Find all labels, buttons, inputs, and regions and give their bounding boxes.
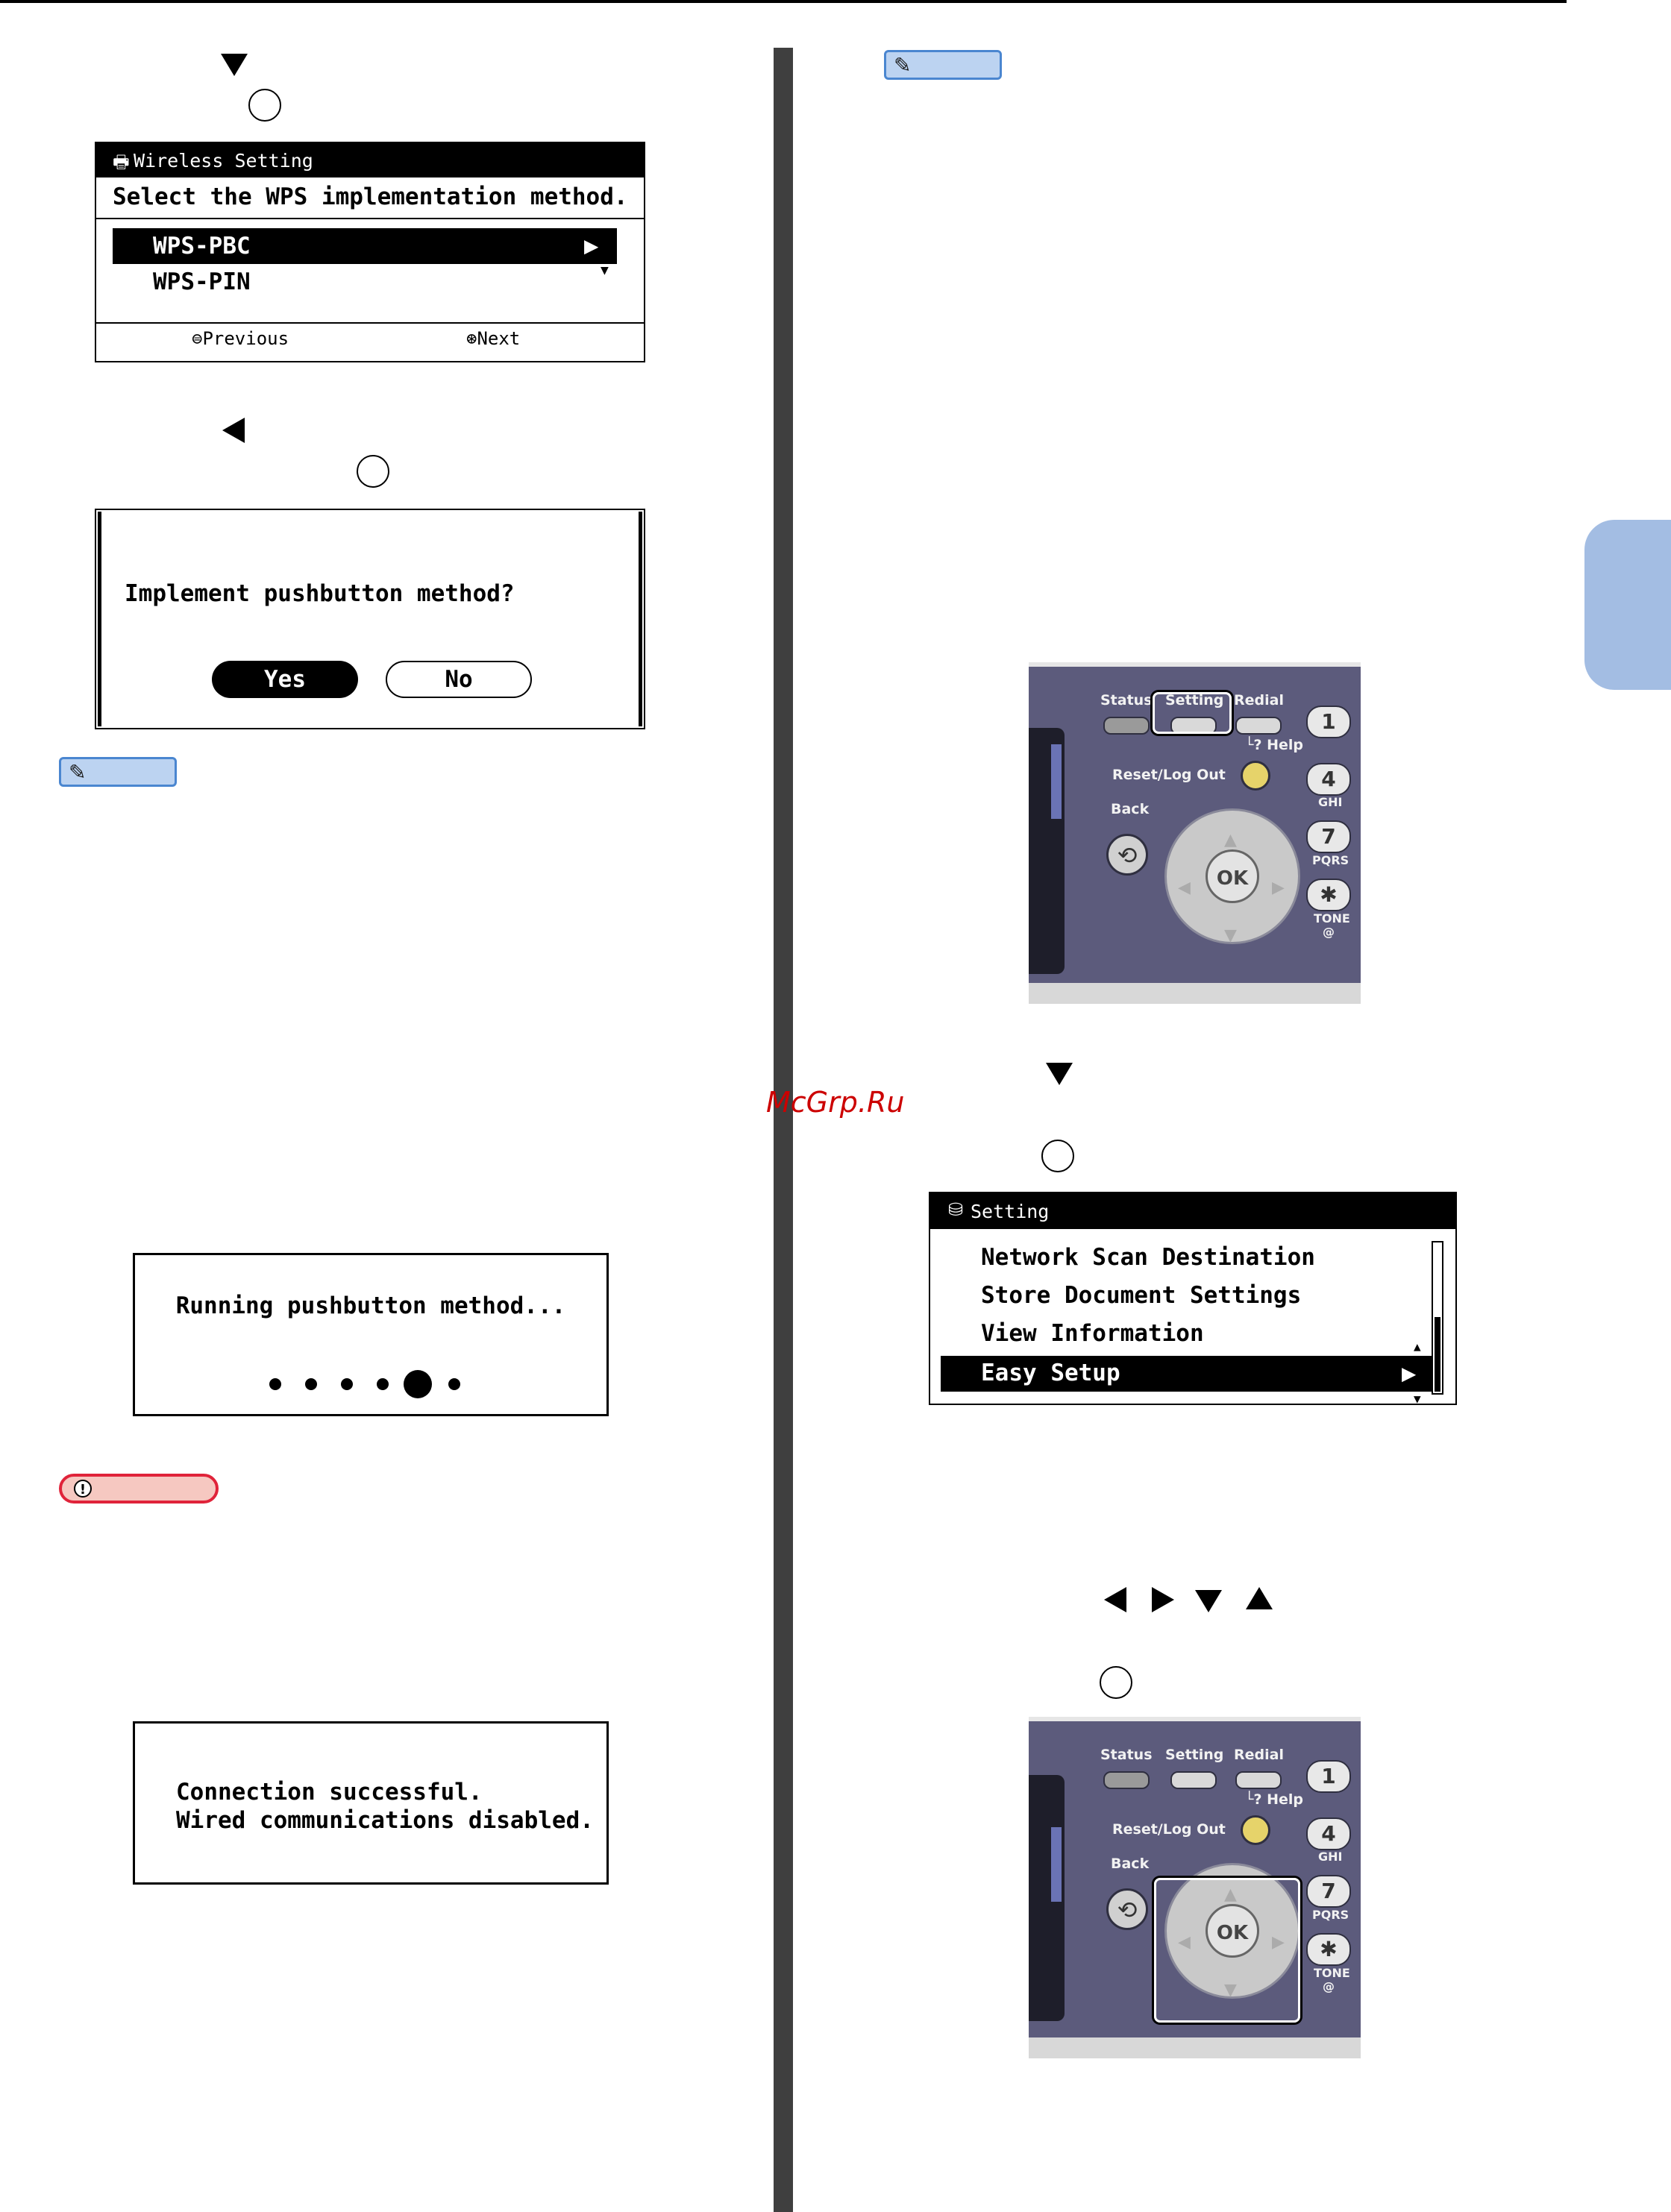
menu-item-store-document[interactable]: Store Document Settings bbox=[981, 1282, 1302, 1309]
menu-item-view-information[interactable]: View Information bbox=[981, 1320, 1204, 1347]
back-key-icon: ⊜ bbox=[192, 328, 203, 349]
back-arrow-icon[interactable]: ⟲ bbox=[1106, 1888, 1148, 1930]
ok-button-icon bbox=[357, 455, 389, 488]
left-arrow-icon bbox=[222, 418, 245, 443]
ok-key-icon: ⊛ bbox=[466, 328, 477, 349]
play-right-icon: ▶ bbox=[1402, 1359, 1417, 1387]
dpad-up-icon: ▲ bbox=[1224, 831, 1237, 849]
screen-title-bar bbox=[930, 1193, 1455, 1229]
top-rule bbox=[0, 0, 1567, 3]
key-4[interactable]: 4 bbox=[1306, 1817, 1351, 1850]
note-badge bbox=[59, 1474, 219, 1504]
dpad-right-icon: ▶ bbox=[1272, 879, 1285, 897]
progress-dot bbox=[341, 1378, 353, 1390]
column-divider bbox=[774, 48, 793, 2212]
panel-bottom-edge bbox=[1029, 983, 1361, 1004]
down-arrow-icon bbox=[221, 54, 248, 76]
dpad-down-icon: ▼ bbox=[1224, 1981, 1237, 1999]
help-label: └? Help bbox=[1245, 1791, 1303, 1808]
redial-button[interactable] bbox=[1235, 717, 1282, 735]
no-button[interactable]: No bbox=[386, 661, 532, 698]
pushbutton-confirm-screen bbox=[95, 509, 645, 729]
toolbox-icon: ⛁ bbox=[948, 1199, 964, 1220]
menu-item-wps-pin[interactable]: WPS-PIN bbox=[153, 268, 251, 295]
help-label: └? Help bbox=[1245, 737, 1303, 753]
key-7[interactable]: 7 bbox=[1306, 1875, 1351, 1908]
key-1[interactable]: 1 bbox=[1306, 706, 1351, 738]
redial-label: Redial bbox=[1234, 1747, 1284, 1763]
setting-button[interactable] bbox=[1170, 1771, 1217, 1789]
dpad-up-icon: ▲ bbox=[1224, 1885, 1237, 1904]
progress-dot bbox=[448, 1378, 460, 1390]
scroll-up-icon: ▲ bbox=[1414, 1339, 1421, 1354]
scrollbar[interactable] bbox=[1432, 1241, 1443, 1395]
menu-item-network-scan[interactable]: Network Scan Destination bbox=[981, 1244, 1315, 1271]
dpad-left-icon: ◀ bbox=[1178, 879, 1191, 897]
control-panel-dpad bbox=[1029, 1717, 1361, 2058]
screen-title: Setting bbox=[971, 1201, 1050, 1222]
lcd-glow bbox=[1051, 744, 1062, 819]
control-panel-setting bbox=[1029, 662, 1361, 1004]
key-1[interactable]: 1 bbox=[1306, 1760, 1351, 1793]
progress-dot-active bbox=[404, 1370, 432, 1398]
setting-menu-screen bbox=[929, 1192, 1457, 1405]
panel-top-edge bbox=[1029, 1717, 1361, 1721]
reset-button[interactable] bbox=[1241, 761, 1270, 791]
back-label: Back bbox=[1111, 1856, 1150, 1872]
scroll-down-icon: ▼ bbox=[1414, 1392, 1421, 1406]
play-right-icon: ▶ bbox=[584, 231, 599, 260]
wps-method-screen bbox=[95, 142, 645, 362]
printer-icon: 🖶 bbox=[113, 151, 130, 172]
lcd-glow bbox=[1051, 1827, 1062, 1902]
status-label: Status bbox=[1100, 692, 1153, 708]
screen-border-left bbox=[98, 512, 101, 726]
down-arrow-icon bbox=[1046, 1063, 1073, 1085]
key-7[interactable]: 7 bbox=[1306, 820, 1351, 853]
screen-title-bar bbox=[96, 143, 644, 177]
success-line-1: Connection successful. bbox=[176, 1779, 483, 1806]
progress-dot bbox=[305, 1378, 317, 1390]
separator bbox=[96, 322, 644, 324]
chapter-side-tab bbox=[1584, 520, 1671, 690]
running-screen bbox=[133, 1253, 609, 1416]
pencil-icon: ✎ bbox=[69, 760, 87, 785]
back-label: Back bbox=[1111, 801, 1150, 817]
watermark: McGrp.Ru bbox=[766, 1086, 905, 1119]
redial-button[interactable] bbox=[1235, 1771, 1282, 1789]
key-4[interactable]: 4 bbox=[1306, 763, 1351, 796]
reset-button[interactable] bbox=[1241, 1815, 1270, 1845]
down-arrow-icon bbox=[1195, 1590, 1222, 1612]
memo-badge bbox=[59, 757, 177, 787]
running-message: Running pushbutton method... bbox=[175, 1292, 566, 1319]
key-7-letters: PQRS bbox=[1312, 1908, 1349, 1922]
status-button[interactable] bbox=[1103, 717, 1150, 735]
success-screen bbox=[133, 1721, 609, 1885]
reset-label: Reset/Log Out bbox=[1112, 767, 1226, 783]
menu-item-easy-setup[interactable] bbox=[941, 1356, 1433, 1392]
exclamation-icon: ! bbox=[74, 1480, 92, 1498]
key-4-letters: GHI bbox=[1318, 1850, 1343, 1864]
yes-button[interactable]: Yes bbox=[212, 661, 358, 698]
key-at-label: @ bbox=[1323, 1979, 1335, 1993]
footer-next-label: Next bbox=[477, 328, 521, 349]
footer-previous[interactable] bbox=[192, 328, 289, 349]
setting-label: Setting bbox=[1165, 1747, 1224, 1763]
redial-label: Redial bbox=[1234, 692, 1284, 708]
menu-item-label: WPS-PBC bbox=[153, 233, 251, 260]
key-7-letters: PQRS bbox=[1312, 853, 1349, 867]
panel-top-edge bbox=[1029, 662, 1361, 667]
success-line-2: Wired communications disabled. bbox=[176, 1807, 594, 1834]
ok-button-icon bbox=[1041, 1140, 1074, 1172]
dpad-left-icon: ◀ bbox=[1178, 1933, 1191, 1952]
scrollbar-thumb[interactable] bbox=[1435, 1317, 1440, 1392]
screen-border-right bbox=[639, 512, 642, 726]
scroll-down-icon: ▼ bbox=[601, 263, 609, 278]
up-arrow-icon bbox=[1246, 1587, 1273, 1609]
key-star[interactable]: ✱ bbox=[1306, 879, 1351, 911]
ok-button-icon bbox=[1100, 1666, 1132, 1699]
status-button[interactable] bbox=[1103, 1771, 1150, 1789]
key-at-label: @ bbox=[1323, 925, 1335, 939]
key-tone-label: TONE bbox=[1314, 911, 1350, 926]
setting-label: Setting bbox=[1165, 692, 1224, 708]
back-arrow-icon[interactable]: ⟲ bbox=[1106, 834, 1148, 876]
right-arrow-icon bbox=[1152, 1587, 1174, 1612]
menu-item-label: Easy Setup bbox=[981, 1360, 1120, 1386]
progress-dot bbox=[269, 1378, 281, 1390]
screen-prompt: Select the WPS implementation method. bbox=[113, 183, 628, 210]
ok-button[interactable]: OK bbox=[1206, 1904, 1259, 1958]
panel-bottom-edge bbox=[1029, 2037, 1361, 2058]
key-star[interactable]: ✱ bbox=[1306, 1933, 1351, 1966]
dpad-down-icon: ▼ bbox=[1224, 926, 1237, 945]
dpad-highlight bbox=[1154, 1878, 1300, 2023]
ok-button[interactable]: OK bbox=[1206, 849, 1259, 903]
status-label: Status bbox=[1100, 1747, 1153, 1763]
footer-next[interactable] bbox=[466, 328, 520, 349]
separator bbox=[96, 218, 644, 219]
confirm-question: Implement pushbutton method? bbox=[125, 580, 515, 607]
key-4-letters: GHI bbox=[1318, 795, 1343, 809]
ok-button-icon bbox=[248, 89, 281, 122]
memo-badge bbox=[884, 50, 1002, 80]
pencil-icon: ✎ bbox=[894, 53, 912, 78]
screen-title: Wireless Setting bbox=[134, 150, 313, 172]
dpad-right-icon: ▶ bbox=[1272, 1933, 1285, 1952]
footer-previous-label: Previous bbox=[202, 328, 289, 349]
reset-label: Reset/Log Out bbox=[1112, 1821, 1226, 1838]
key-tone-label: TONE bbox=[1314, 1966, 1350, 1980]
progress-dot bbox=[377, 1378, 389, 1390]
setting-highlight bbox=[1153, 692, 1232, 734]
menu-item-wps-pbc[interactable] bbox=[113, 228, 617, 264]
left-arrow-icon bbox=[1104, 1587, 1126, 1612]
